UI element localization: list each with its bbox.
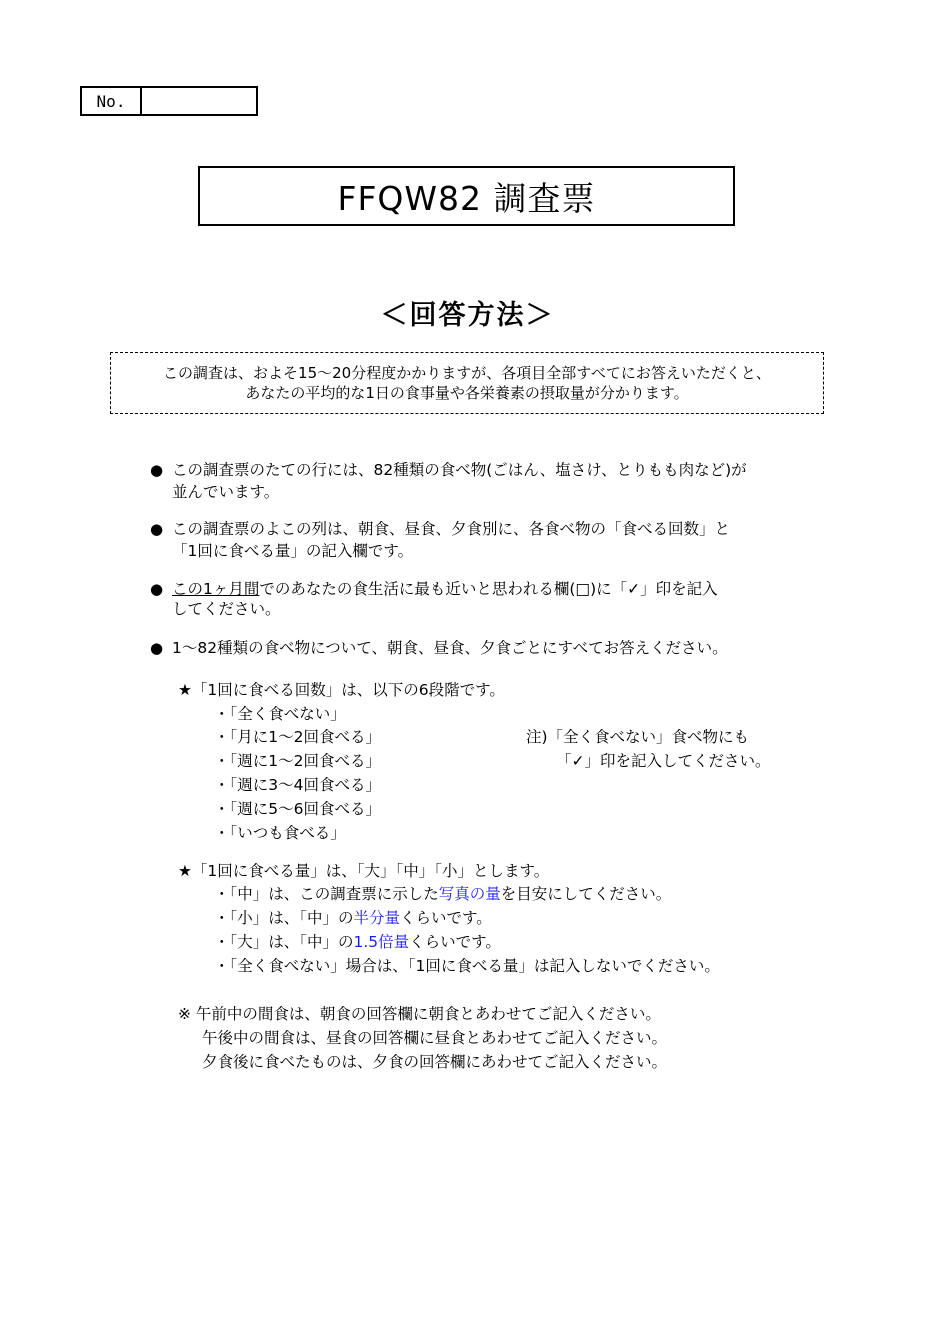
note-line-2: 午後中の間食は、昼食の回答欄に昼食とあわせてご記入ください。 [202, 1029, 668, 1047]
bullet-icon: ● [150, 639, 164, 657]
amount-large-pre: ・「大」は、「中」の [214, 933, 354, 951]
note-line-3: 夕食後に食べたものは、夕食の回答欄にあわせてご記入ください。 [202, 1053, 668, 1071]
amount-medium-pre: ・「中」は、この調査票に示した [214, 885, 439, 903]
frequency-option-4: ・「週に3～4回食べる」 [214, 776, 381, 794]
bullet-4-line-1: 1～82種類の食べ物について、朝食、昼食、夕食ごとにすべてお答えください。 [172, 639, 728, 657]
bullet-2-line-2: 「1回に食べる量」の記入欄です。 [172, 542, 414, 560]
amount-large-line [214, 932, 501, 952]
note-line-1: ※ 午前中の間食は、朝食の回答欄に朝食とあわせてご記入ください。 [178, 1005, 661, 1023]
section-heading: ＜回答方法＞ [380, 300, 555, 331]
frequency-option-3: ・「週に1～2回食べる」 [214, 752, 381, 770]
bullet-4 [150, 638, 728, 658]
bullet-1-line-1: この調査票のたての行には、82種類の食べ物(ごはん、塩さけ、とりもも肉など)が [172, 461, 747, 479]
amount-small-post: くらいです。 [400, 909, 492, 927]
frequency-note-line-1: 注)「全く食べない」食べ物にも [526, 728, 750, 746]
frequency-option-2: ・「月に1～2回食べる」 [214, 728, 381, 746]
amount-none-line: ・「全く食べない」場合は、「1回に食べる量」は記入しないでください。 [214, 957, 720, 975]
amount-small-highlight: 半分量 [353, 909, 401, 927]
number-label: No. [82, 88, 142, 114]
bullet-icon: ● [150, 580, 164, 598]
bullet-3-line-1-rest: でのあなたの食生活に最も近いと思われる欄(□)に「✓」印を記入 [259, 580, 718, 598]
bullet-icon: ● [150, 520, 164, 538]
bullet-3-underlined-period: この1ヶ月間 [172, 580, 260, 598]
amount-small-pre: ・「小」は、「中」の [214, 909, 354, 927]
frequency-heading: ★「1回に食べる回数」は、以下の6段階です。 [178, 681, 505, 699]
intro-line-1: この調査は、およそ15～20分程度かかりますが、各項目全部すべてにお答えいただくと、 [163, 364, 771, 382]
frequency-note-line-2: 「✓」印を記入してください。 [556, 752, 771, 770]
page-title: FFQW82 調査票 [198, 166, 735, 226]
bullet-3 [150, 579, 718, 599]
amount-small-line [214, 908, 492, 928]
bullet-1-line-2: 並んでいます。 [172, 483, 280, 501]
bullet-1 [150, 460, 747, 480]
number-value-field[interactable] [142, 88, 256, 114]
number-box [80, 86, 258, 116]
amount-medium-line [214, 884, 671, 904]
intro-box [110, 352, 824, 414]
bullet-3-line-2: してください。 [172, 600, 281, 618]
intro-line-2: あなたの平均的な1日の食事量や各栄養素の摂取量が分かります。 [245, 384, 689, 402]
amount-large-highlight: 1.5倍量 [353, 933, 410, 951]
amount-medium-highlight: 写真の量 [438, 885, 501, 903]
amount-medium-post: を目安にしてください。 [500, 885, 672, 903]
frequency-option-1: ・「全く食べない」 [214, 705, 346, 723]
amount-large-post: くらいです。 [409, 933, 501, 951]
frequency-option-6: ・「いつも食べる」 [214, 824, 346, 842]
bullet-icon: ● [150, 461, 164, 479]
frequency-option-5: ・「週に5～6回食べる」 [214, 800, 381, 818]
bullet-2 [150, 519, 730, 539]
bullet-2-line-1: この調査票のよこの列は、朝食、昼食、夕食別に、各食べ物の「食べる回数」と [172, 520, 731, 538]
amount-heading: ★「1回に食べる量」は、「大」「中」「小」とします。 [178, 862, 550, 880]
